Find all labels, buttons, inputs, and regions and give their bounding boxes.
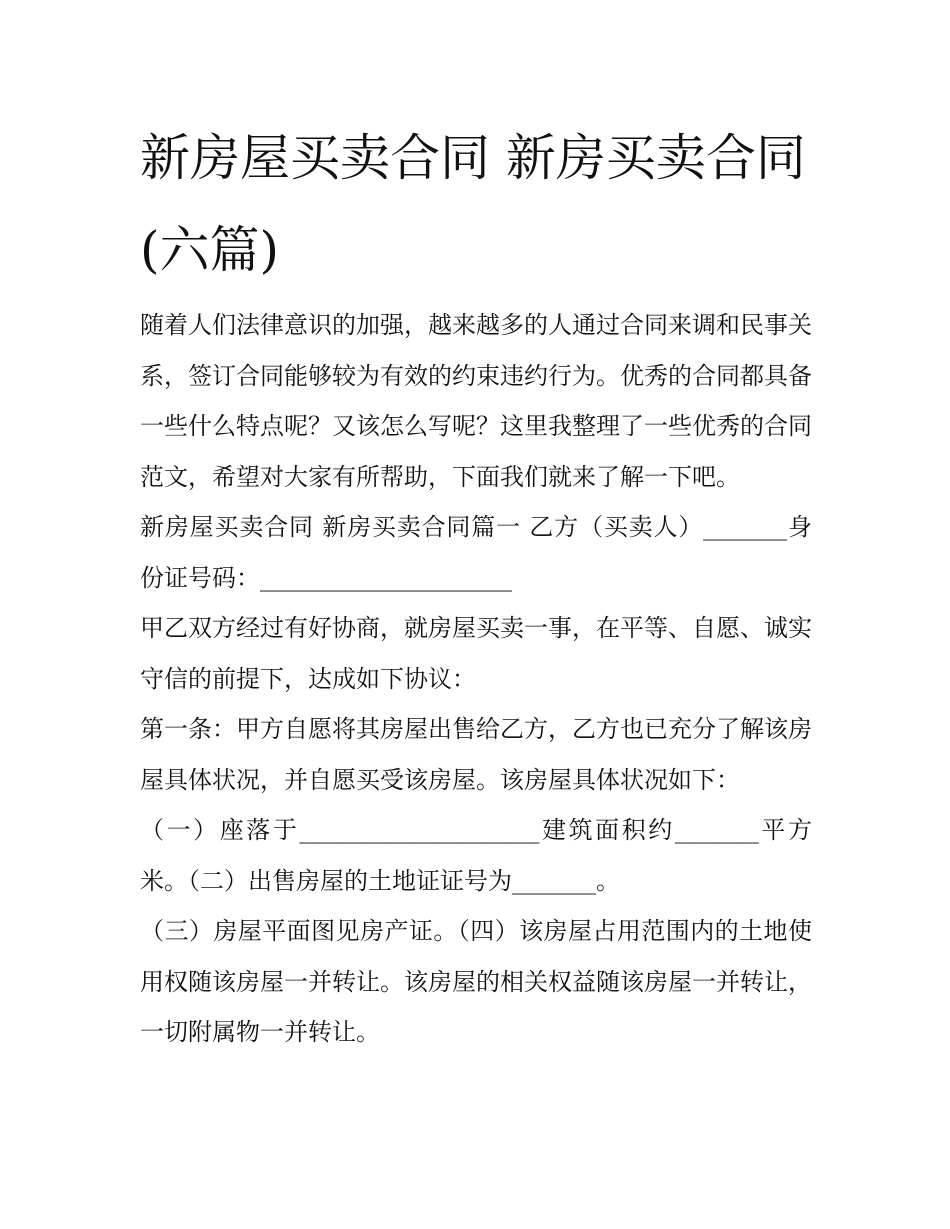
intro-paragraph: 随着人们法律意识的加强，越来越多的人通过合同来调和民事关系，签订合同能够较为有效的约束违约行为。优秀的合同都具备一些什么特点呢？又该怎么写呢？这里我整理了一些优秀的合同范文，希望对大家有所帮助，下面我们就来了解一下吧。 (140, 311, 812, 491)
document-title: 新房屋买卖合同 新房买卖合同(六篇) (140, 129, 806, 279)
agreement-paragraph: 甲乙双方经过有好协商，就房屋买卖一事，在平等、自愿、诚实守信的前提下，达成如下协议： (140, 614, 812, 693)
property-details-paragraph: （一）座落于____________________建筑面积约_______平方米。（二）出售房屋的土地证证号为_______。 (140, 816, 812, 895)
property-rights-paragraph: （三）房屋平面图见房产证。（四）该房屋占用范围内的土地使用权随该房屋一并转让。该房屋的相关权益随该房屋一并转让，一切附属物一并转让。 (140, 917, 812, 1046)
document-page (140, 112, 812, 1058)
article-one-paragraph: 第一条：甲方自愿将其房屋出售给乙方，乙方也已充分了解该房屋具体状况，并自愿买受该房屋。该房屋具体状况如下： (140, 715, 812, 794)
parties-paragraph: 新房屋买卖合同 新房买卖合同篇一 乙方（买卖人）_______身份证号码：_____________________ (140, 513, 812, 592)
